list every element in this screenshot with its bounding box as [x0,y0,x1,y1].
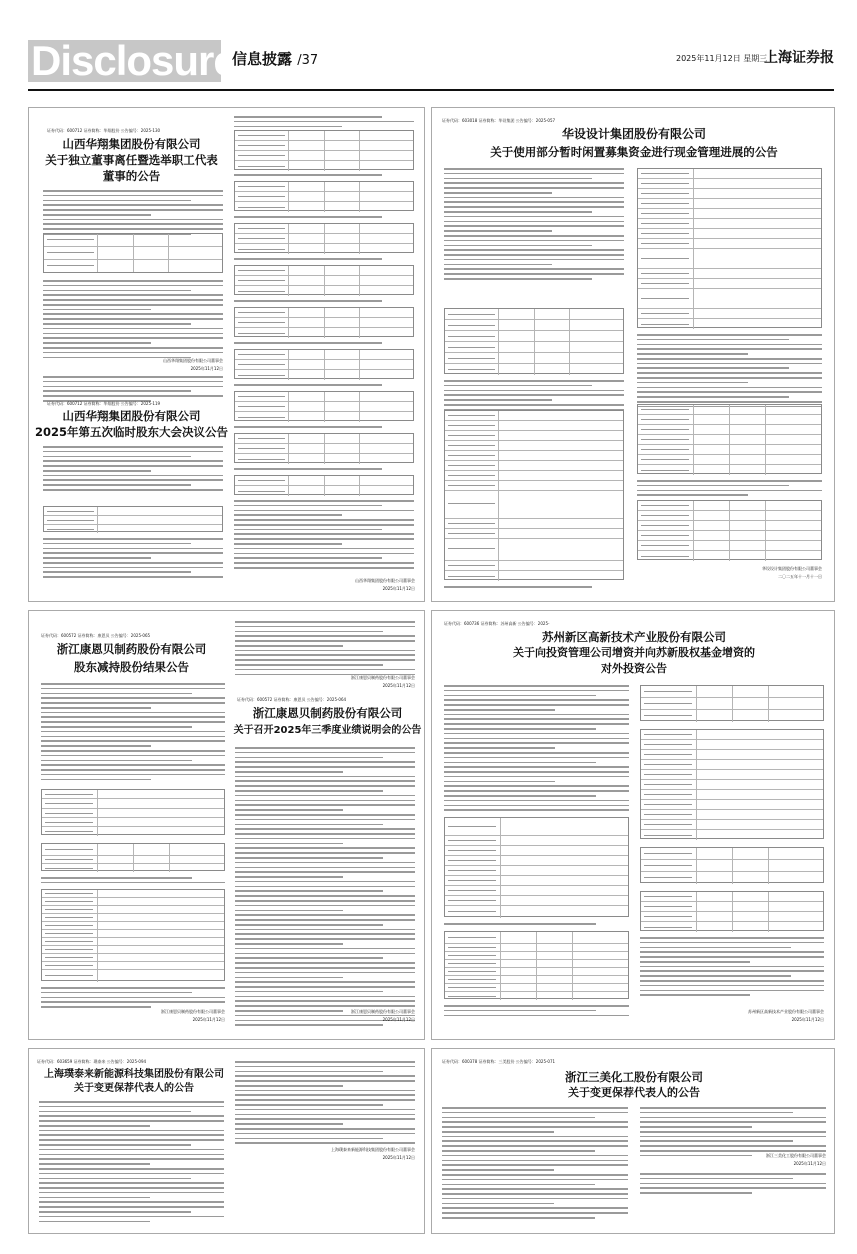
notice-body-text [637,480,822,499]
date-line: 2025年11月12日 [382,1155,415,1160]
notice-body-text [640,1107,826,1160]
date-line: 2025年11月12日 [793,1161,826,1166]
notice-body-text [43,280,223,361]
stock-code-line: 证券代码：600378 证券简称：三美股份 公告编号：2025-071 [442,1059,556,1064]
notice-body-text [234,426,414,431]
notice-title-company: 浙江三美化工股份有限公司 [565,1070,703,1084]
notice-title-line-3: 董事的公告 [102,169,161,183]
financial-table [637,404,822,474]
data-table [234,265,414,295]
data-table [444,308,624,374]
notice-body-text [43,190,223,238]
notice-title-line-2: 股东减持股份结果公告 [74,660,189,674]
capital-table [640,685,824,721]
investee-info-table [444,817,629,917]
stock-code-line: 证券代码：600572 证券简称：康恩贝 公告编号：2025-064 [237,697,347,702]
page-number: /37 [297,53,319,68]
reduction-table [41,843,225,871]
date-line: 2025年11月12日 [382,586,415,591]
financial-table [640,847,824,883]
notice-body-text [234,300,414,305]
signature-line: 上海璞泰来新能源科技集团股份有限公司董事会 [331,1147,415,1152]
notice-title-company: 苏州新区高新技术产业股份有限公司 [542,630,726,644]
signature-line: 浙江康恩贝制药股份有限公司董事会 [351,675,415,680]
notice-body-text [235,747,415,1029]
notice-title-line-2: 关于向投资管理公司增资并向苏新股权基金增资的 [513,646,755,659]
notice-title-company: 上海璞泰来新能源科技集团股份有限公司 [44,1069,224,1080]
notice-title-line-3: 对外投资公告 [601,662,667,675]
date-line: 2025年11月12日 [382,1017,415,1022]
data-table [234,433,414,463]
data-table [234,181,414,211]
stock-code-line: 证券代码：603659 证券简称：璞泰来 公告编号：2025-094 [37,1059,147,1064]
notice-body-text [444,168,624,283]
issue-date: 2025年11月12日 星期三 [676,54,768,63]
data-table [43,233,223,273]
notice-suzhou-gaoxin [431,610,835,1040]
notice-body-text [637,334,822,411]
notice-body-text [41,877,225,887]
signature-line: 华设设计集团股份有限公司董事会 [762,566,822,571]
notice-body-text [234,216,414,221]
fund-info-table [640,729,824,839]
stock-code-line: 证券代码：600712 证券简称：华翔股份 公告编号：2025-119 [47,401,161,406]
summary-table [637,500,822,560]
notice-body-text [234,258,414,263]
notice-title-line-2: 关于独立董事离任暨选举职工代表 [45,153,218,167]
notice-body-text [234,384,414,389]
data-table [43,506,223,532]
notice-title-company: 华设设计集团股份有限公司 [561,127,706,141]
data-table [234,130,414,170]
product-info-table [637,168,822,328]
date-line: 2025年11月12日 [382,683,415,688]
notice-body-text [234,342,414,347]
notice-title-line-2: 关于变更保荐代表人的公告 [568,1086,700,1099]
signature-line: 浙江康恩贝制药股份有限公司董事会 [351,1009,415,1014]
notice-body-text [234,500,414,572]
header-rule [28,89,834,91]
stock-code-line: 证券代码：600712 证券简称：华翔股份 公告编号：2025-130 [47,128,161,133]
data-table [234,223,414,253]
signature-line: 浙江康恩贝制药股份有限公司董事会 [161,1009,225,1014]
data-table [234,349,414,379]
date-line: 2025年11月12日 [791,1017,824,1022]
masthead [0,0,857,100]
masthead-wordmark: Disclosure [31,37,236,84]
product-info-table [444,410,624,580]
notice-body-text [39,1101,224,1225]
stock-code-line: 证券代码：603018 证券简称：华设集团 公告编号：2025-057 [442,118,556,123]
notice-body-text [444,380,624,413]
shareholding-table [640,891,824,931]
shareholder-table [41,789,225,835]
notice-body-text [41,987,225,1011]
notice-body-text [234,116,414,130]
notice-sanmei [431,1048,835,1234]
stock-code-line: 证券代码：600736 证券简称：苏州高新 公告编号：2025- [444,621,550,626]
notice-huaxiang [28,107,425,602]
notice-body-text [43,538,223,581]
signature-line: 苏州新区高新技术产业股份有限公司董事会 [748,1009,824,1014]
section-title [232,48,318,69]
notice-body-text [640,1173,826,1197]
reduction-detail-table [41,889,225,981]
data-table [234,391,414,421]
notice-kangenbei [28,610,425,1040]
signature-line: 山西华翔集团股份有限公司董事会 [163,358,223,363]
notice-body-text [640,937,824,999]
notice-putailai [28,1048,425,1234]
notice-body-text [235,621,415,678]
notice-body-text [235,1061,415,1147]
newspaper-brand: 上海证券报 [764,50,834,66]
data-table [234,307,414,337]
notice-title-line-2: 关于召开2025年三季度业绩说明会的公告 [233,725,422,736]
data-table [234,475,414,495]
notice-body-text [41,683,225,783]
signature-line: 山西华翔集团股份有限公司董事会 [355,578,415,583]
notice-body-text [234,174,414,179]
notice-body-text [444,923,629,928]
notice-body-text [442,1107,628,1222]
notice-body-text [444,685,629,814]
section-title-text: 信息披露 [232,50,293,68]
notice-title-line-2: 关于使用部分暂时闲置募集资金进行现金管理进展的公告 [490,145,778,159]
date-line: 二〇二五年十一月十一日 [778,574,822,579]
notice-title-line-2: 2025年第五次临时股东大会决议公告 [34,425,228,439]
notice-title-company: 山西华翔集团股份有限公司 [62,409,201,423]
stock-code-line: 证券代码：600572 证券简称：康恩贝 公告编号：2025-065 [41,633,151,638]
notice-huashe [431,107,835,602]
notice-title-line-2: 关于变更保荐代表人的公告 [74,1083,194,1094]
signature-line: 浙江三美化工股份有限公司董事会 [766,1153,826,1158]
notice-body-text [234,468,414,473]
notice-body-text [444,1005,629,1019]
date-line: 2025年11月12日 [192,1017,225,1022]
date-line: 2025年11月12日 [190,366,223,371]
notice-title-company: 浙江康恩贝制药股份有限公司 [56,642,207,656]
notice-title-company: 山西华翔集团股份有限公司 [62,137,201,151]
financial-table [444,931,629,999]
notice-body-text [43,446,223,494]
notice-body-text [444,586,624,591]
notice-title-company: 浙江康恩贝制药股份有限公司 [252,706,403,720]
